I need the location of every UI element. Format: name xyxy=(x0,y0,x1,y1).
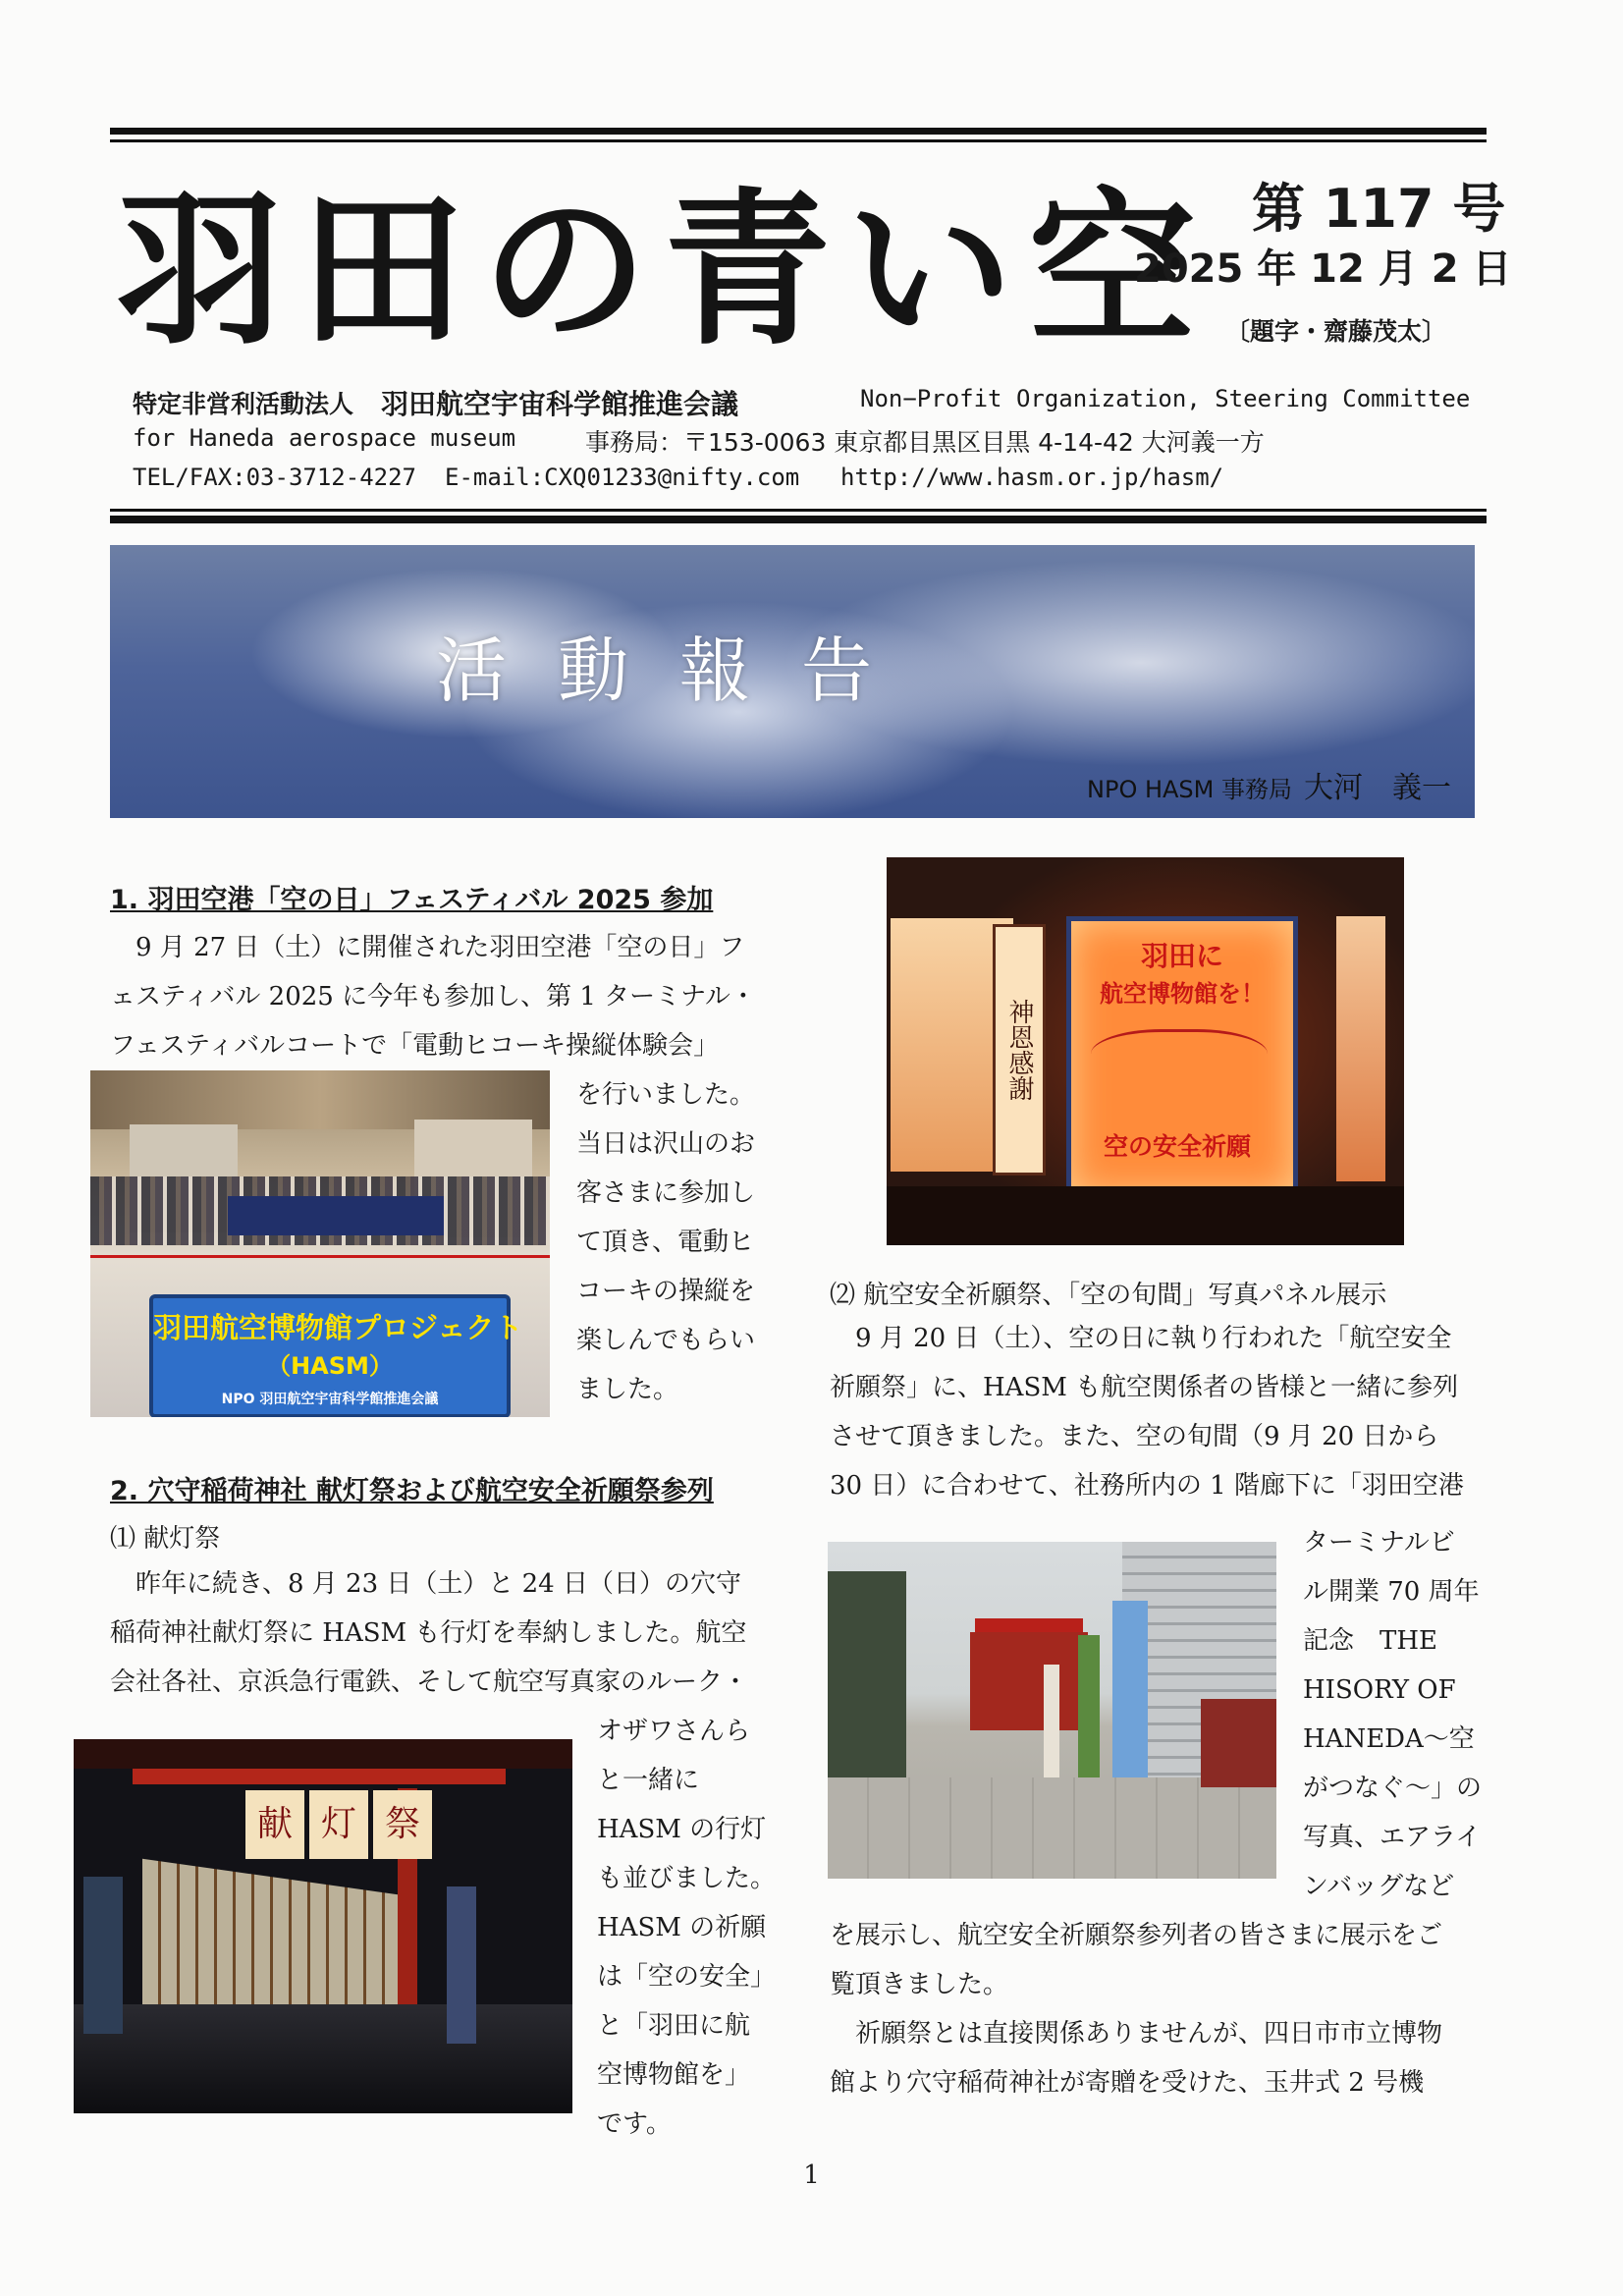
right-line-3: させて頂きました。また、空の旬間（9 月 20 日から xyxy=(830,1422,1439,1451)
lantern-festival-night-photo xyxy=(74,1739,572,2113)
right-side-7: 写真、エアライ xyxy=(1303,1823,1482,1852)
right-line-1: 9 月 20 日（土）、空の日に執り行われた「航空安全 xyxy=(830,1324,1452,1353)
tel-fax: TEL/FAX:03-3712-4227 xyxy=(133,464,416,491)
festival-atrium-photo xyxy=(90,1070,550,1417)
section1-side-7: ました。 xyxy=(576,1375,679,1404)
right-side-8: ンバッグなど xyxy=(1303,1872,1455,1901)
masthead-title: 羽田の青い空 xyxy=(116,172,1213,368)
section2-side-3: HASM の行灯 xyxy=(597,1815,767,1844)
right-side-5: HANEDA〜空 xyxy=(1303,1724,1475,1754)
right-line-2: 祈願祭」に、HASM も航空関係者の皆様と一緒に参列 xyxy=(830,1373,1459,1402)
side-lantern-text: 神恩感謝 xyxy=(993,924,1046,1175)
section2-side-6: は「空の安全」 xyxy=(597,1962,777,1992)
section2-side-2: と一緒に xyxy=(597,1766,700,1795)
calligraphy-credit: 〔題字・齋藤茂太〕 xyxy=(1225,317,1447,346)
email[interactable]: E-mail:CXQ01233@nifty.com xyxy=(445,464,800,491)
section2-side-5: HASM の祈願 xyxy=(597,1913,767,1942)
night-lantern-3: 祭 xyxy=(373,1790,432,1859)
section2-sub2: ⑵ 航空安全祈願祭、「空の旬間」写真パネル展示 xyxy=(830,1281,1387,1310)
section2-sub1: ⑴ 献灯祭 xyxy=(110,1524,221,1554)
section1-side-4: て頂き、電動ヒ xyxy=(576,1228,754,1257)
right-side-3: 記念 THE xyxy=(1303,1626,1437,1656)
right-side-2: ル開業 70 周年 xyxy=(1303,1577,1480,1607)
hasm-lantern-photo xyxy=(887,857,1404,1245)
right-after-2: 覧頂きました。 xyxy=(830,1970,1009,1999)
anamori-shrine-photo xyxy=(828,1542,1276,1879)
right-side-4: HISORY OF xyxy=(1303,1675,1456,1705)
atrium-sign-line3: NPO 羽田航空宇宙科学館推進会議 xyxy=(221,1392,439,1407)
section2-side-1: オザワさんら xyxy=(597,1717,751,1746)
lantern-text-line2: 航空博物館を！ xyxy=(1100,980,1265,1008)
banner-title: 活動報告 xyxy=(435,629,923,712)
section1-heading: 1. 羽田空港「空の日」フェスティバル 2025 参加 xyxy=(110,885,714,915)
section1-side-3: 客さまに参加し xyxy=(576,1178,756,1208)
section2-line-2: 稲荷神社献灯祭に HASM も行灯を奉納しました。航空 xyxy=(110,1618,747,1648)
section1-line-1: 9 月 27 日（土）に開催された羽田空港「空の日」フ xyxy=(110,933,745,962)
section2-side-9: です。 xyxy=(597,2109,672,2139)
org-name-en-2: for Haneda aerospace museum xyxy=(133,424,516,452)
issue-number: 第 117 号 xyxy=(1252,178,1506,240)
atrium-sign-line2: （HASM） xyxy=(267,1352,393,1380)
author-prefix: NPO HASM 事務局 xyxy=(1087,776,1292,803)
right-after-1: を展示し、航空安全祈願祭参列者の皆さまに展示をご xyxy=(830,1921,1443,1950)
section2-side-7: と「羽田に航 xyxy=(597,2011,751,2041)
org-name-jp: 羽田航空宇宙科学館推進会議 xyxy=(381,388,739,420)
lantern-text-line3: 空の安全祈願 xyxy=(1103,1132,1251,1161)
section1-side-2: 当日は沢山のお xyxy=(576,1129,756,1159)
section2-line-1: 昨年に続き、8 月 23 日（土）と 24 日（日）の穴守 xyxy=(110,1569,741,1599)
section1-line-2: ェスティバル 2025 に今年も参加し、第 1 ターミナル・ xyxy=(110,982,756,1011)
atrium-sign-line1: 羽田航空博物館プロジェクト xyxy=(153,1311,523,1344)
section1-side-5: コーキの操縦を xyxy=(576,1277,756,1306)
right-side-6: がつなぐ〜」の xyxy=(1303,1774,1483,1803)
page-number: 1 xyxy=(803,2160,820,2190)
right-line-4: 30 日）に合わせて、社務所内の 1 階廊下に「羽田空港 xyxy=(830,1471,1464,1501)
author-name: 大河 義一 xyxy=(1304,771,1451,805)
activity-report-banner xyxy=(110,545,1475,818)
section2-side-4: も並びました。 xyxy=(597,1864,777,1893)
night-lantern-1: 献 xyxy=(245,1790,304,1859)
section1-line-3: フェスティバルコートで「電動ヒコーキ操縦体験会」 xyxy=(110,1031,720,1061)
section2-heading: 2. 穴守稲荷神社 献灯祭および航空安全祈願祭参列 xyxy=(110,1476,714,1506)
org-name-en-1: Non−Profit Organization, Steering Committee xyxy=(860,385,1471,412)
right-side-1: ターミナルビ xyxy=(1303,1528,1455,1558)
office-address: 事務局：〒153-0063 東京都目黒区目黒 4-14-42 大河義一方 xyxy=(585,428,1265,457)
section1-side-1: を行いました。 xyxy=(576,1080,756,1110)
right-after-3: 祈願祭とは直接関係ありませんが、四日市市立博物 xyxy=(830,2019,1443,2049)
issue-date: 2025 年 12 月 2 日 xyxy=(1134,246,1512,292)
org-type: 特定非営利活動法人 xyxy=(133,390,354,418)
right-after-4: 館より穴守稲荷神社が寄贈を受けた、玉井式 2 号機 xyxy=(830,2068,1425,2098)
banner-author xyxy=(1087,763,1451,806)
section2-line-3: 会社各社、京浜急行電鉄、そして航空写真家のルーク・ xyxy=(110,1667,749,1697)
night-lantern-2: 灯 xyxy=(309,1790,368,1859)
website-url[interactable]: http://www.hasm.or.jp/hasm/ xyxy=(840,464,1224,491)
section2-side-8: 空博物館を」 xyxy=(597,2060,751,2090)
lantern-text-line1: 羽田に xyxy=(1140,940,1223,972)
section1-side-6: 楽しんでもらい xyxy=(576,1326,756,1355)
